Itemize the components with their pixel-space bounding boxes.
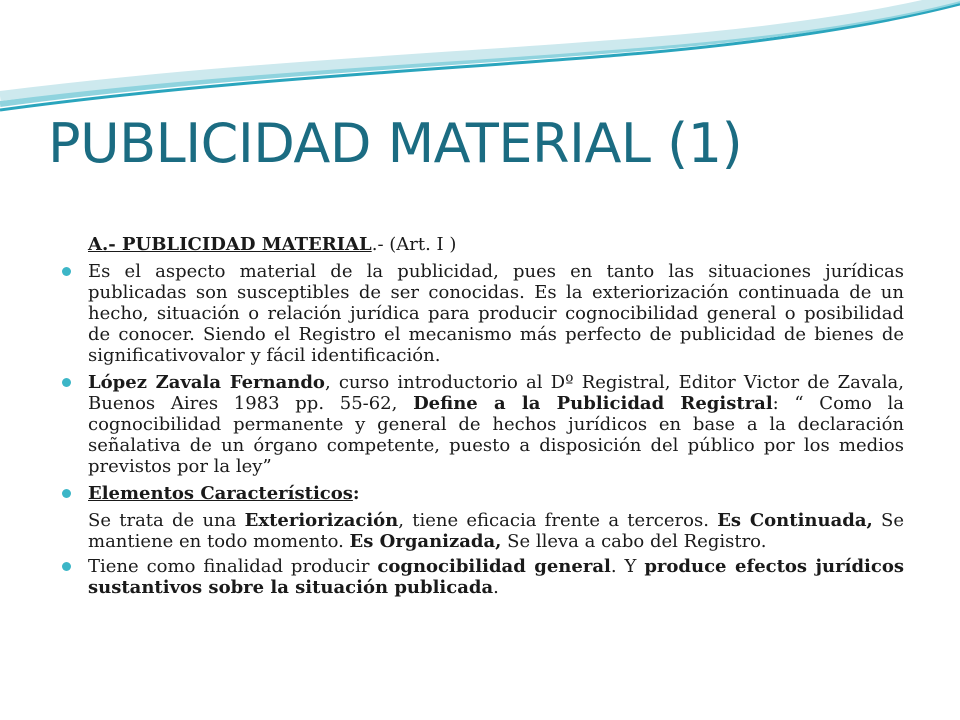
heading-rest: .- (Art. I ) (371, 234, 457, 255)
elements-colon: : (352, 483, 360, 504)
section-heading (62, 234, 904, 255)
bold-run: Es Continuada, (717, 510, 873, 531)
define-label: Define a la Publicidad Registral (413, 393, 773, 414)
decorative-wave (0, 0, 960, 120)
text-run: , tiene eficacia frente a terceros. (398, 510, 718, 531)
reference-text: , curso introductorio al Dº Registral, Editor Victor de Zavala, Buenos Aires 1983 pp. 55-62, (88, 372, 904, 414)
bold-run: cognocibilidad general (377, 556, 611, 577)
text-run: . (493, 577, 499, 598)
bullet-icon (62, 378, 71, 387)
heading-underlined: A.- PUBLICIDAD MATERIAL (88, 234, 372, 255)
bullet-icon (62, 562, 71, 571)
text-run: Se lleva a cabo del Registro. (501, 531, 767, 552)
page-title: PUBLICIDAD MATERIAL (1) (48, 112, 743, 175)
list-item (62, 556, 904, 598)
bullet-icon (62, 267, 71, 276)
sub-paragraph (62, 510, 904, 552)
bold-run: Exteriorización (244, 510, 399, 531)
text-run: Se mantiene en todo momento. (88, 510, 904, 552)
list-item (62, 372, 904, 477)
text-run: Se trata de una (88, 510, 245, 531)
quote-text: : “ Como la cognocibilidad permanente y general de hechos jurídicos en base a la declaración señalativa de un órgano competente, puesto a disposición del público por los medios previstos por la ley” (88, 393, 905, 477)
list-item (62, 483, 904, 504)
bold-run: Es Organizada, (349, 531, 502, 552)
author-name: López Zavala Fernando (88, 372, 325, 393)
slide-body (62, 234, 904, 604)
bullet-icon (62, 489, 71, 498)
paragraph-text: Es el aspecto material de la publicidad, pues en tanto las situaciones jurídicas publicadas son susceptibles de ser conocidas. Es la exteriorización continuada de un hecho, situación o relación jurídica para producir cognocibilidad general o posibilidad de conocer. Siendo el Registro el mecanismo más perfecto de publicidad de bienes de significativovalor y fácil identificación. (88, 261, 904, 366)
bold-run: produce efectos jurídicos sustantivos sobre la situación publicada (88, 556, 904, 598)
elements-label: Elementos Característicos (88, 483, 353, 504)
text-run: Tiene como finalidad producir (88, 556, 378, 577)
list-item (62, 261, 904, 366)
text-run: . Y (610, 556, 645, 577)
